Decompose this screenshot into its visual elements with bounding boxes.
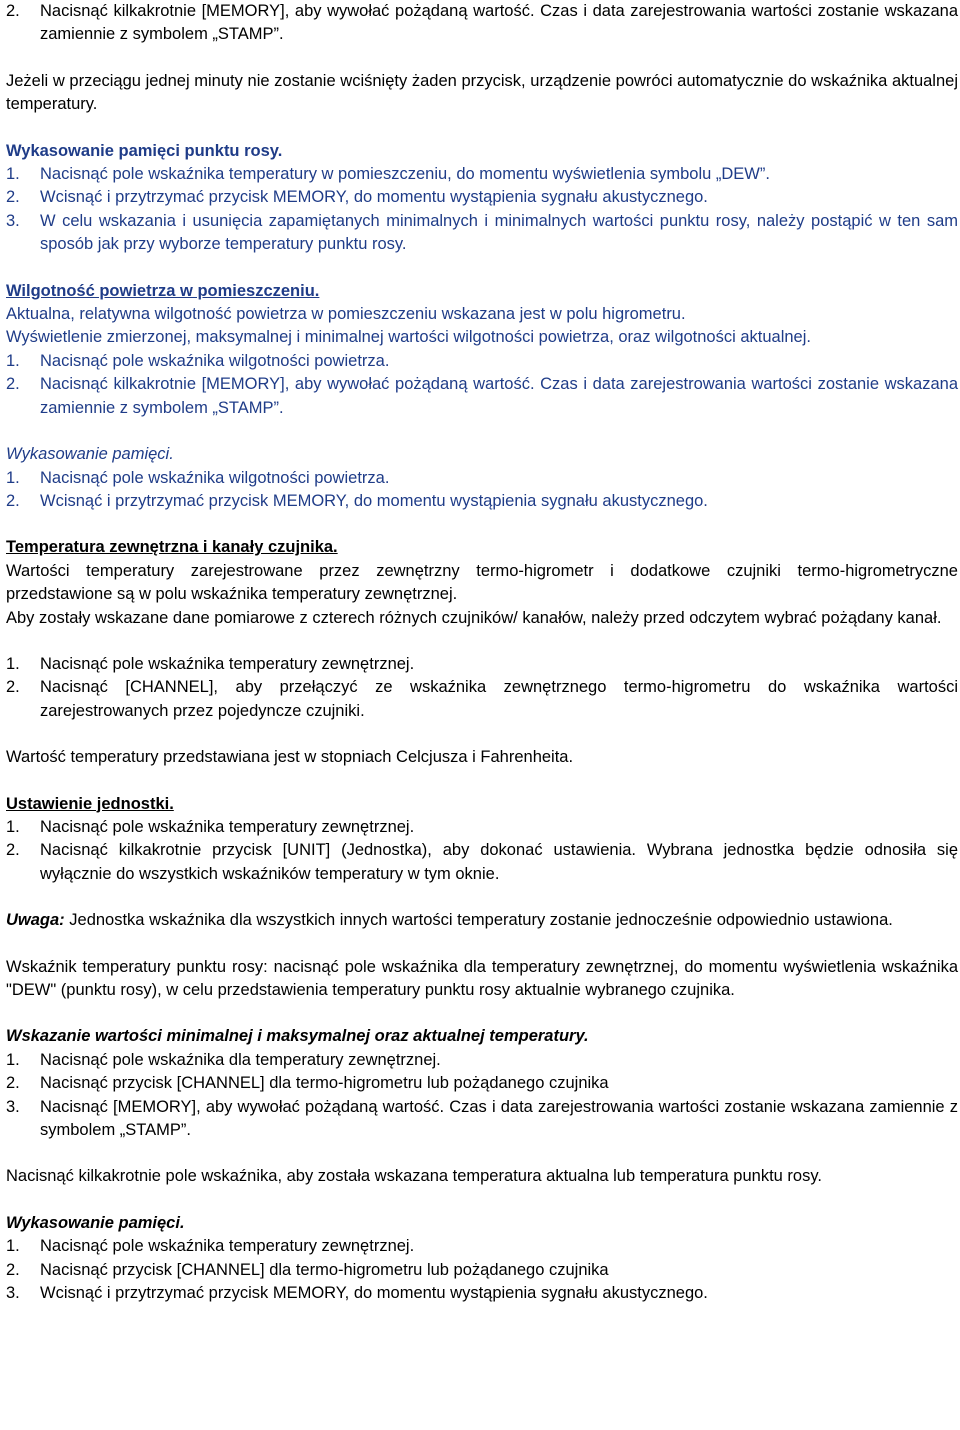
paragraph: Jeżeli w przeciągu jednej minuty nie zostanie wciśnięty żaden przycisk, urządzenie powróci automatycznie do wskaźnika aktualnej temperatury. (6, 71, 958, 114)
list-number: 2. (6, 841, 20, 860)
list-number: 2. (6, 491, 20, 510)
list-text: Wcisnąć i przytrzymać przycisk MEMORY, do momentu wystąpienia sygnału akustycznego. (40, 1284, 708, 1303)
list-number: 1. (6, 1237, 20, 1256)
list-text: Nacisnąć pole wskaźnika temperatury zewnętrznej. (40, 817, 415, 836)
list-number: 2. (6, 375, 20, 394)
list-number: 3. (6, 211, 20, 230)
list-item (6, 350, 958, 373)
section-heading: Temperatura zewnętrzna i kanały czujnika. (6, 538, 338, 557)
warning-text: Jednostka wskaźnika dla wszystkich innych wartości temperatury zostanie jednocześnie odpowiednio ustawiona. (64, 911, 893, 930)
list-item (6, 467, 958, 490)
list-number: 1. (6, 468, 20, 487)
section-heading: Wykasowanie pamięci punktu rosy. (6, 141, 283, 160)
list-number: 1. (6, 817, 20, 836)
paragraph: Nacisnąć kilkakrotnie pole wskaźnika, aby została wskazana temperatura aktualna lub temperatura punktu rosy. (6, 1167, 822, 1186)
list-item (6, 186, 958, 209)
list-item (6, 163, 958, 186)
document-page (6, 0, 958, 1305)
list-text: Nacisnąć pole wskaźnika wilgotności powietrza. (40, 468, 390, 487)
paragraph: Aby zostały wskazane dane pomiarowe z czterech różnych czujników/ kanałów, należy przed odczytem wybrać pożądany kanał. (6, 608, 942, 627)
list-number: 2. (6, 678, 20, 697)
list-text: Nacisnąć przycisk [CHANNEL] dla termo-higrometru lub pożądanego czujnika (40, 1074, 609, 1093)
list-text: Wcisnąć i przytrzymać przycisk MEMORY, do momentu wystąpienia sygnału akustycznego. (40, 491, 708, 510)
list-text: Nacisnąć przycisk [CHANNEL] dla termo-higrometru lub pożądanego czujnika (40, 1260, 609, 1279)
list-number: 2. (6, 188, 20, 207)
list-text: Nacisnąć pole wskaźnika dla temperatury zewnętrznej. (40, 1050, 441, 1069)
list-text: Nacisnąć kilkakrotnie przycisk [UNIT] (Jednostka), aby dokonać ustawienia. Wybrana jednostka będzie odnosiła się wyłącznie do wszystkich wskaźników temperatury w tym oknie. (40, 841, 958, 883)
list-text: Nacisnąć [CHANNEL], aby przełączyć ze wskaźnika zewnętrznego termo-higrometru do wskaźnika wartości zarejestrowanych przez pojedyncze czujniki. (40, 678, 958, 720)
warning-note (6, 909, 958, 932)
paragraph: Wartości temperatury zarejestrowane przez zewnętrzny termo-higrometr i dodatkowe czujniki termo-higrometryczne przedstawione są w polu wskaźnika temperatury zewnętrznej. (6, 561, 958, 604)
list-number: 3. (6, 1097, 20, 1116)
section-heading: Wykasowanie pamięci. (6, 1213, 185, 1232)
list-number: 3. (6, 1284, 20, 1303)
list-number: 1. (6, 654, 20, 673)
paragraph: Wskaźnik temperatury punktu rosy: nacisnąć pole wskaźnika dla temperatury zewnętrznej, do momentu wyświetlenia wskaźnika "DEW" (punktu rosy), w celu przedstawienia temperatury punktu rosy aktualnie wybranego czujnika. (6, 957, 958, 999)
section-heading: Wykasowanie pamięci. (6, 445, 174, 464)
section-heading: Ustawienie jednostki. (6, 794, 174, 813)
paragraph: Wartość temperatury przedstawiana jest w stopniach Celcjusza i Fahrenheita. (6, 748, 574, 767)
list-number: 2. (6, 2, 20, 20)
list-text: Nacisnąć pole wskaźnika temperatury w pomieszczeniu, do momentu wyświetlenia symbolu „DEW”. (40, 165, 770, 184)
list-text: Nacisnąć [MEMORY], aby wywołać pożądaną wartość. Czas i data zarejestrowania wartości zostanie wskazana zamiennie z symbolem „STAMP”. (40, 1097, 958, 1140)
list-text: Nacisnąć kilkakrotnie [MEMORY], aby wywołać pożądaną wartość. Czas i data zarejestrowania wartości zostanie wskazana zamiennie z symbolem „STAMP”. (40, 375, 958, 417)
list-item (6, 0, 958, 47)
list-item (6, 676, 958, 723)
list-text: W celu wskazania i usunięcia zapamiętanych minimalnych i minimalnych wartości punktu rosy, należy postąpić w ten sam sposób jak przy wyborze temperatury punktu rosy. (40, 211, 958, 254)
list-item (6, 816, 958, 839)
list-text: Nacisnąć pole wskaźnika temperatury zewnętrznej. (40, 654, 415, 673)
paragraph: Aktualna, relatywna wilgotność powietrza w pomieszczeniu wskazana jest w polu higrometru. (6, 305, 686, 324)
section-heading: Wskazanie wartości minimalnej i maksymalnej oraz aktualnej temperatury. (6, 1027, 589, 1046)
list-item (6, 490, 958, 513)
list-number: 1. (6, 165, 20, 184)
list-item (6, 210, 958, 257)
section-heading: Wilgotność powietrza w pomieszczeniu. (6, 281, 320, 300)
list-item (6, 1282, 958, 1305)
list-item (6, 1096, 958, 1143)
list-item (6, 1235, 958, 1258)
list-item (6, 1072, 958, 1095)
list-text: Nacisnąć pole wskaźnika temperatury zewnętrznej. (40, 1237, 415, 1256)
paragraph: Wyświetlenie zmierzonej, maksymalnej i minimalnej wartości wilgotności powietrza, oraz wilgotności aktualnej. (6, 328, 811, 347)
list-item (6, 839, 958, 886)
list-item (6, 1049, 958, 1072)
list-number: 2. (6, 1074, 20, 1093)
list-text: Nacisnąć kilkakrotnie [MEMORY], aby wywołać pożądaną wartość. Czas i data zarejestrowania wartości zostanie wskazana zamiennie z symbolem „STAMP”. (40, 2, 958, 44)
list-number: 2. (6, 1260, 20, 1279)
list-number: 1. (6, 1050, 20, 1069)
list-item (6, 653, 958, 676)
list-text: Wcisnąć i przytrzymać przycisk MEMORY, do momentu wystąpienia sygnału akustycznego. (40, 188, 708, 207)
list-text: Nacisnąć pole wskaźnika wilgotności powietrza. (40, 351, 390, 370)
list-item (6, 373, 958, 420)
list-number: 1. (6, 351, 20, 370)
list-item (6, 1259, 958, 1282)
warning-label: Uwaga: (6, 911, 65, 930)
